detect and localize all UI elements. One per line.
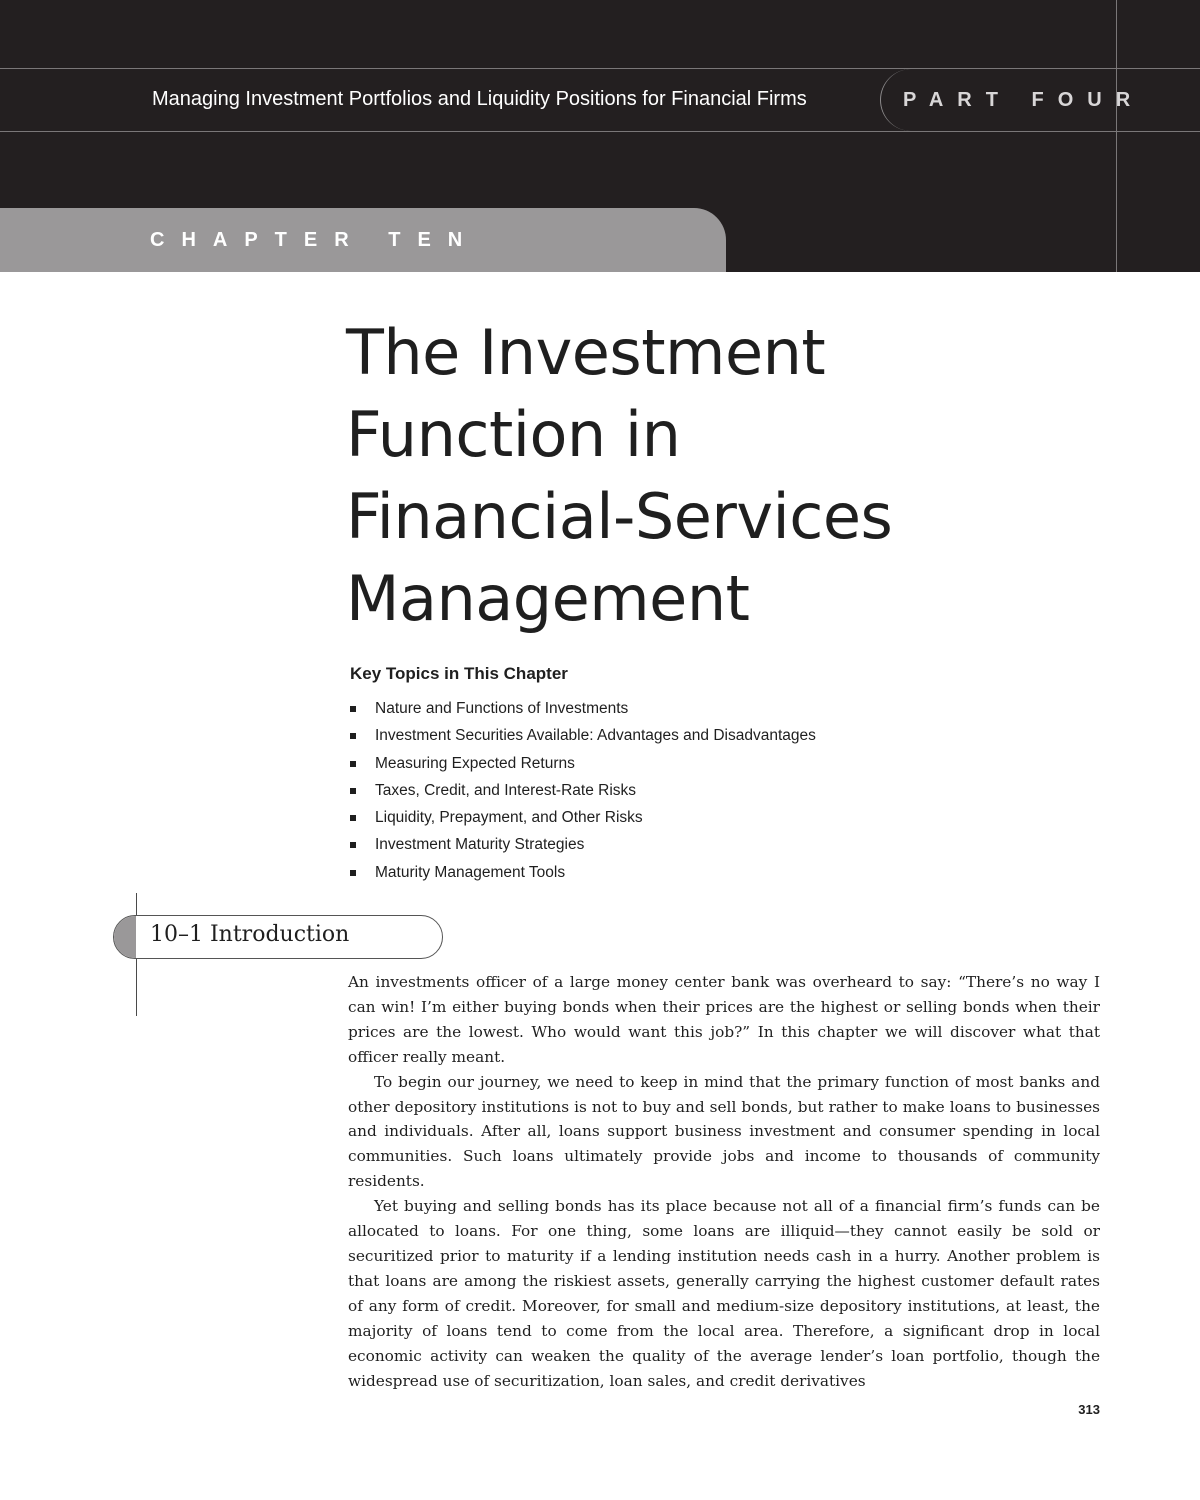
key-topics-list (350, 698, 816, 889)
key-topic-text: Nature and Functions of Investments (375, 700, 629, 717)
part-title: Managing Investment Portfolios and Liquidity Positions for Financial Firms (152, 88, 807, 110)
chapter-label: CHAPTER TEN (150, 229, 480, 251)
key-topic-text: Investment Securities Available: Advantages and Disadvantages (375, 727, 816, 745)
page-number: 313 (1078, 1402, 1100, 1417)
bullet-icon (350, 733, 356, 739)
bullet-icon (350, 870, 356, 876)
bullet-icon (350, 788, 356, 794)
body-text (348, 970, 1100, 1393)
key-topic-text: Investment Maturity Strategies (375, 836, 585, 854)
bullet-icon (350, 815, 356, 821)
key-topic-text: Taxes, Credit, and Interest-Rate Risks (375, 781, 637, 799)
header-rule-vertical (1116, 0, 1117, 272)
chapter-title-line: The Investment (346, 316, 826, 389)
body-paragraph: To begin our journey, we need to keep in mind that the primary function of most banks and other depository institutions is not to buy and sell bonds, but rather to make loans to businesses and individuals. After all, loans support business investment and consumer spending in local communities. Such loans ultimately provide jobs and income to thousands of community residents. (348, 1072, 1100, 1191)
chapter-header-banner (0, 0, 1200, 272)
key-topic-text: Liquidity, Prepayment, and Other Risks (375, 809, 643, 827)
key-topic-item (350, 834, 816, 861)
key-topic-item (350, 698, 816, 725)
key-topic-text: Measuring Expected Returns (375, 754, 575, 772)
bullet-icon (350, 706, 356, 712)
section-heading: 10–1 Introduction (150, 922, 350, 947)
part-label: PART FOUR (903, 89, 1145, 111)
key-topic-item (350, 862, 816, 889)
chapter-title-line: Management (346, 562, 750, 635)
section-pill-cap (114, 916, 136, 958)
key-topics-heading: Key Topics in This Chapter (350, 664, 568, 683)
bullet-icon (350, 842, 356, 848)
header-rule-middle (0, 131, 1200, 132)
body-paragraph: Yet buying and selling bonds has its place because not all of a financial firm’s funds can be allocated to loans. For one thing, some loans are illiquid—they cannot easily be sold or securitized prior to maturity if a lending institution needs cash in a hurry. Another problem is that loans are among the riskiest assets, generally carrying the highest customer default rates of any form of credit. Moreover, for small and medium-size depository institutions, at least, the majority of loans tend to come from the local area. Therefore, a significant drop in local economic activity can weaken the quality of the average lender’s loan portfolio, though the widespread use of securitization, loan sales, and credit derivatives (348, 1197, 1100, 1390)
section-heading-pill (113, 915, 443, 959)
body-paragraph: An investments officer of a large money center bank was overheard to say: “There’s no way I can win! I’m either buying bonds when their prices are the highest or selling bonds when their prices are the lowest. Who would want this job?” In this chapter we will discover what that officer really meant. (348, 973, 1100, 1066)
bullet-icon (350, 761, 356, 767)
key-topic-item (350, 780, 816, 807)
header-rule-top (0, 68, 1200, 69)
key-topic-item (350, 725, 816, 752)
chapter-title (346, 312, 1046, 640)
key-topic-item (350, 753, 816, 780)
key-topic-item (350, 807, 816, 834)
key-topic-text: Maturity Management Tools (375, 863, 566, 881)
chapter-title-line: Financial-Services (346, 480, 893, 553)
chapter-title-line: Function in (346, 398, 681, 471)
